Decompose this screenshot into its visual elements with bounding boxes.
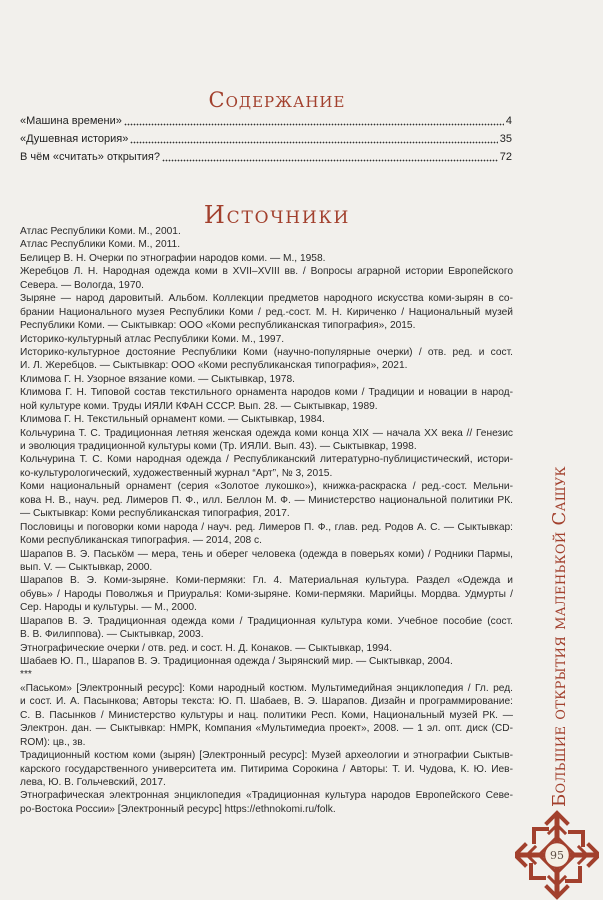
- toc-entry: [20, 130, 512, 148]
- toc-entry-page: 72: [499, 151, 512, 163]
- page-number: 95: [550, 849, 564, 862]
- source-line: Климова Г. Н. Типовой состав текстильного орнамента народов коми / Традиции и новации в народ-: [20, 387, 513, 399]
- source-line: Атлас Республики Коми. М., 2001.: [20, 226, 181, 237]
- source-line: Этнографические очерки / отв. ред. и сост. Н. Д. Конаков. — Сыктывкар, 1994.: [20, 642, 393, 654]
- source-line: и сост. И. А. Пасынкова; Авторы текста: Ю. П. Шабаев, В. Э. Шарапов. Дизайн и программирование:: [20, 696, 513, 708]
- source-line: Коми республиканская типография. — 2014, 208 с.: [20, 535, 262, 547]
- source-line: Зыряне — народ даровитый. Альбом. Коллекции предметов народного искусства коми-зырян в со-: [20, 293, 513, 305]
- ornament-hook: [567, 868, 580, 881]
- source-line: Жеребцов Л. Н. Народная одежда коми в XVII–XVIII вв. / Вопросы аграрной истории Европейского: [20, 266, 513, 278]
- toc-entry-page: 4: [505, 115, 512, 127]
- toc-entry-label: «Машина времени»: [20, 115, 122, 127]
- toc-entry: [20, 148, 512, 166]
- source-line: Шабаев Ю. П., Шарапов В. Э. Традиционная одежда / Зырянский мир. — Сыктывкар, 2004.: [20, 656, 453, 667]
- source-line: брании Национального музея Республики Коми / ред.-сост. М. Н. Кириченко / Национальный музей: [20, 306, 513, 318]
- source-line: Шарапов В. Э. Коми-зыряне. Коми-пермяки: Гл. 4. Материальная культура. Раздел «Одежда и: [20, 575, 513, 587]
- source-line: С. В. Пасынков / Министерство культуры и нац. политики Респ. Коми, Национальный музей РК. —: [20, 709, 513, 721]
- source-line: Сер. Народы и культуры. — М., 2000.: [20, 602, 197, 614]
- source-line: Электрон. дан. — Сыктывкар: НМРК, Компания «Мультимедиа проект», 2008. — 1 эл. опт. диск (CD-: [20, 723, 513, 735]
- ornament-hook: [570, 832, 583, 845]
- sources-title: Источники: [203, 201, 351, 229]
- source-line: карского государственного университета им. Питирима Сорокина / Авторы: Т. И. Чудова, К. Ю. Иев-: [20, 763, 513, 775]
- ornament-hook: [534, 829, 547, 842]
- source-line: Севера. — Вологда, 1970.: [20, 279, 144, 291]
- section-separator: ***: [20, 669, 32, 681]
- ornament-arm: [515, 845, 544, 878]
- source-line: Историко-культурное достояние Республики Коми (научно-популярные очерки) / отв. ред. и сост.: [20, 346, 513, 358]
- source-line: ко-культурологический, художественный журнал “Арт”, № 3, 2015.: [20, 467, 333, 479]
- running-title-vertical: Большие открытия маленькой Сашук: [549, 466, 570, 807]
- toc-dot-leader: [130, 141, 497, 144]
- source-line: Кольчурина Т. С. Традиционная летняя женская одежда коми конца XIX — начала XX века // Генезис: [20, 427, 513, 439]
- komi-ornament-icon: [515, 810, 599, 900]
- source-line: Климова Г. Н. Узорное вязание коми. — Сыктывкар, 1978.: [20, 373, 295, 385]
- source-line: Белицер В. Н. Очерки по этнографии народов коми. — М., 1958.: [20, 252, 326, 264]
- source-line: Традиционный костюм коми (зырян) [Электронный ресурс]: Музей археологии и этнографии Сыктыв-: [20, 750, 513, 762]
- source-line: кова Н. В., науч. ред. Лимеров П. Ф., илл. Беллон М. Ф. — Министерство национальной политики РК.: [20, 494, 513, 506]
- toc-dot-leader: [124, 123, 504, 126]
- source-line: ной культуре коми. Труды ИЯЛИ КФАН СССР. Вып. 28. — Сыктывкар, 1989.: [20, 400, 378, 412]
- source-line: Климова Г. Н. Текстильный орнамент коми. — Сыктывкар, 1984.: [20, 414, 325, 426]
- toc-entry-page: 35: [499, 133, 512, 145]
- source-line: Этнографическая электронная энциклопедия «Традиционная культура народов Европейского Севе-: [20, 790, 513, 802]
- source-line: «Паськом» [Электронный ресурс]: Коми народный костюм. Мультимедийная энциклопедия / Гл. ред.: [20, 682, 513, 694]
- source-line: и эволюция традиционной культуры коми (Тр. ИЯЛИ. Вып. 43). — Сыктывкар, 1998.: [20, 441, 417, 452]
- ornament-arm: [570, 832, 599, 865]
- source-line: лева, Ю. В. Гольчевский, 2017.: [20, 776, 166, 788]
- source-line: ROM): цв., зв.: [20, 736, 86, 748]
- source-line: В. В. Филиппова). — Сыктывкар, 2003.: [20, 629, 204, 641]
- source-line: Историко-культурный атлас Республики Коми. М., 1997.: [20, 333, 285, 345]
- toc-entry: [20, 112, 512, 130]
- source-line: И. Л. Жеребцов. — Сыктывкар: ООО «Коми республиканская типография», 2021.: [20, 360, 408, 372]
- source-line: обувь» / Народы Поволжья и Приуралья: Коми-зыряне. Коми-пермяки. Марийцы. Мордва. Удмурты /: [20, 588, 513, 600]
- source-line: Шарапов В. Э. Традиционная одежда коми / Традиционная культура коми. Учебное пособие (сост.: [20, 615, 513, 627]
- source-line: Кольчурина Т. С. Коми народная одежда / Республиканский литературно-публицистический, истори-: [20, 454, 513, 466]
- source-line: Шарапов В. Э. Паськöм — мера, тень и оберег человека (одежда в поверьях коми) / Родники Пармы,: [20, 548, 513, 560]
- source-line: — Сыктывкар: Коми республиканская типография, 2017.: [20, 508, 290, 520]
- toc-entry-label: «Душевная история»: [20, 133, 129, 145]
- source-line: вып. V. — Сыктывкар, 2000.: [20, 561, 153, 573]
- source-line: ро-Востока России» [Электронный ресурс] https://ethnokomi.ru/folk.: [20, 803, 336, 815]
- toc-entry-label: В чём «считать» открытия?: [20, 151, 160, 163]
- toc-dot-leader: [162, 159, 498, 162]
- source-line: Коми национальный орнамент (серия «Золотое лукошко»), книжка-раскраска / ред.-сост. Мельни-: [20, 481, 513, 493]
- sources-list: [20, 225, 513, 816]
- ornament-arm: [547, 868, 580, 897]
- source-line: Атлас Республики Коми. М., 2011.: [20, 239, 181, 251]
- source-line: Республики Коми. — Сыктывкар: ООО «Коми республиканская типография», 2015.: [20, 320, 416, 332]
- source-line: Пословицы и поговорки коми народа / науч. ред. Лимеров П. Ф., глав. ред. Родов А. С. — Сыктывкар:: [20, 521, 513, 533]
- table-of-contents: [20, 112, 512, 166]
- ornament-arm: [534, 813, 567, 842]
- ornament-hook: [531, 865, 544, 878]
- contents-title: Содержание: [208, 88, 346, 112]
